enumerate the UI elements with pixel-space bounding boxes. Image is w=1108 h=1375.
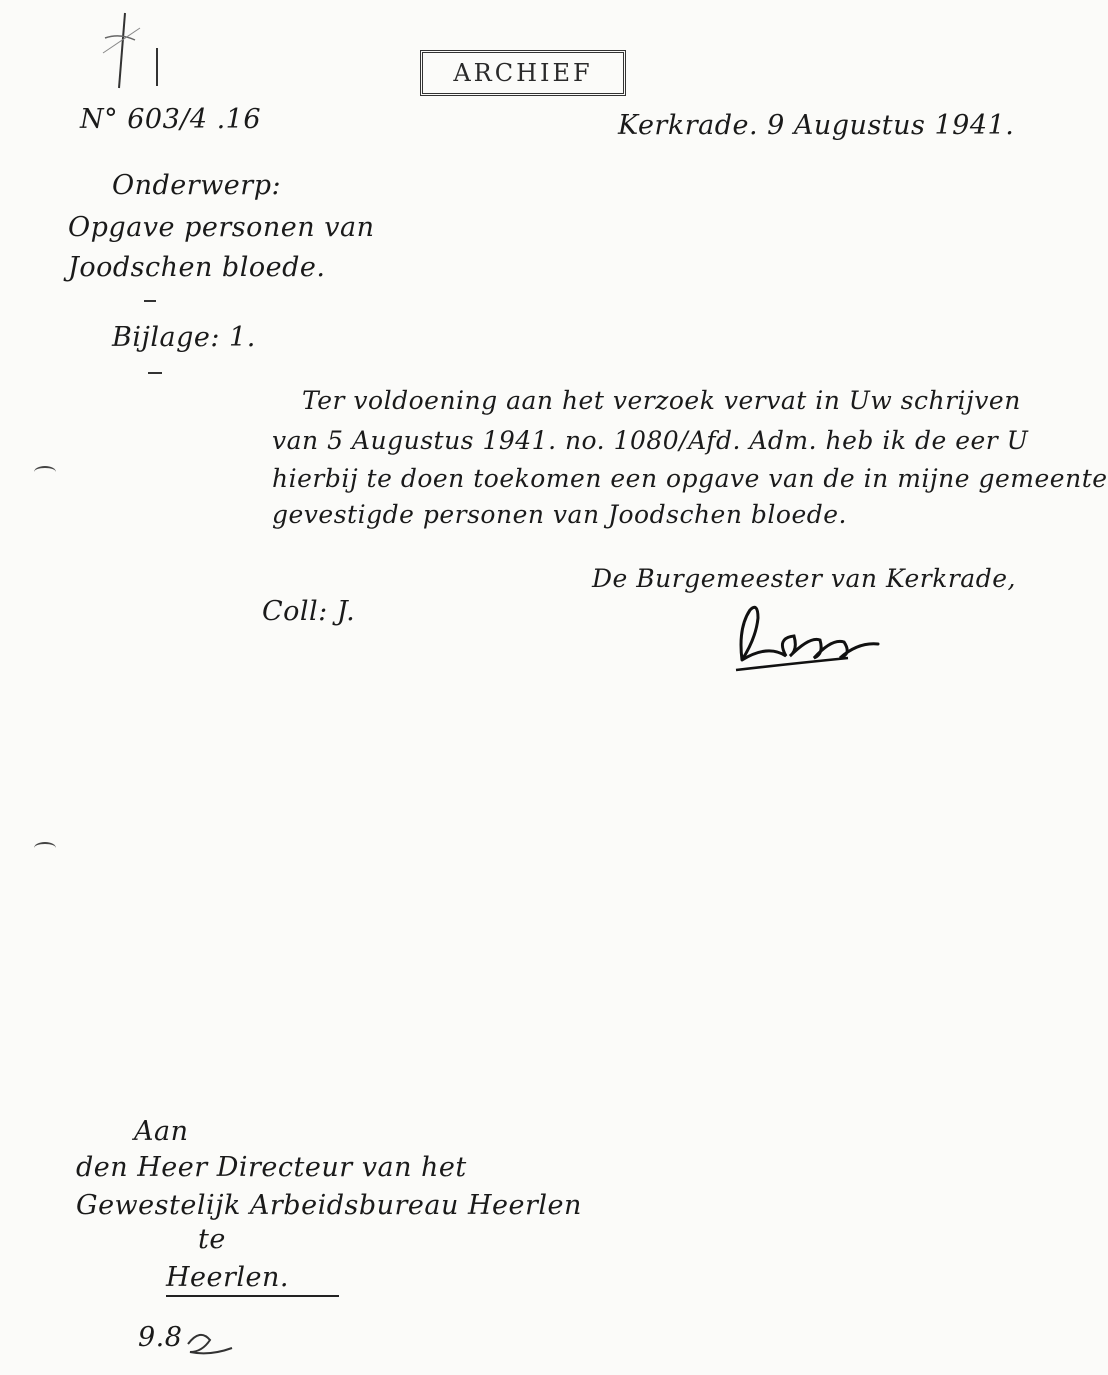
address-prefix: Aan — [134, 1116, 189, 1147]
address-city: Heerlen. — [166, 1262, 339, 1297]
letter-date: Kerkrade. 9 Augustus 1941. — [618, 110, 1015, 141]
separator-dash-1 — [144, 300, 156, 302]
subject-line-2: Joodschen bloede. — [68, 252, 326, 283]
subject-label: Onderwerp: — [112, 170, 282, 201]
footer-initials-mark — [180, 1322, 240, 1362]
attachment-note: Bijlage: 1. — [112, 322, 256, 353]
separator-dash-2 — [148, 372, 162, 374]
body-line-3: hierbij te doen toekomen een opgave van de in mijne gemeente — [272, 464, 1108, 493]
body-line-1: Ter voldoening aan het verzoek vervat in Uw schrijven — [302, 386, 1021, 415]
address-line-3: te — [198, 1224, 226, 1255]
punch-mark-1 — [34, 466, 56, 478]
reference-number: N° 603/4 .16 — [80, 104, 262, 135]
body-line-2: van 5 Augustus 1941. no. 1080/Afd. Adm. heb ik de eer U — [272, 426, 1029, 455]
footer-note: 9.8 — [138, 1322, 183, 1353]
punch-mark-2 — [34, 842, 56, 854]
address-line-1: den Heer Directeur van het — [76, 1152, 467, 1183]
top-margin-marks — [85, 8, 175, 98]
subject-line-1: Opgave personen van — [68, 212, 375, 243]
closing-title: De Burgemeester van Kerkrade, — [592, 564, 1016, 593]
archief-stamp — [420, 50, 626, 96]
body-line-4: gevestigde personen van Joodschen bloede. — [272, 500, 847, 529]
initials-coll: Coll: J. — [262, 596, 356, 627]
address-line-2: Gewestelijk Arbeidsbureau Heerlen — [76, 1190, 582, 1221]
archief-stamp-text: ARCHIEF — [453, 59, 593, 87]
signature-mark — [728, 598, 898, 678]
